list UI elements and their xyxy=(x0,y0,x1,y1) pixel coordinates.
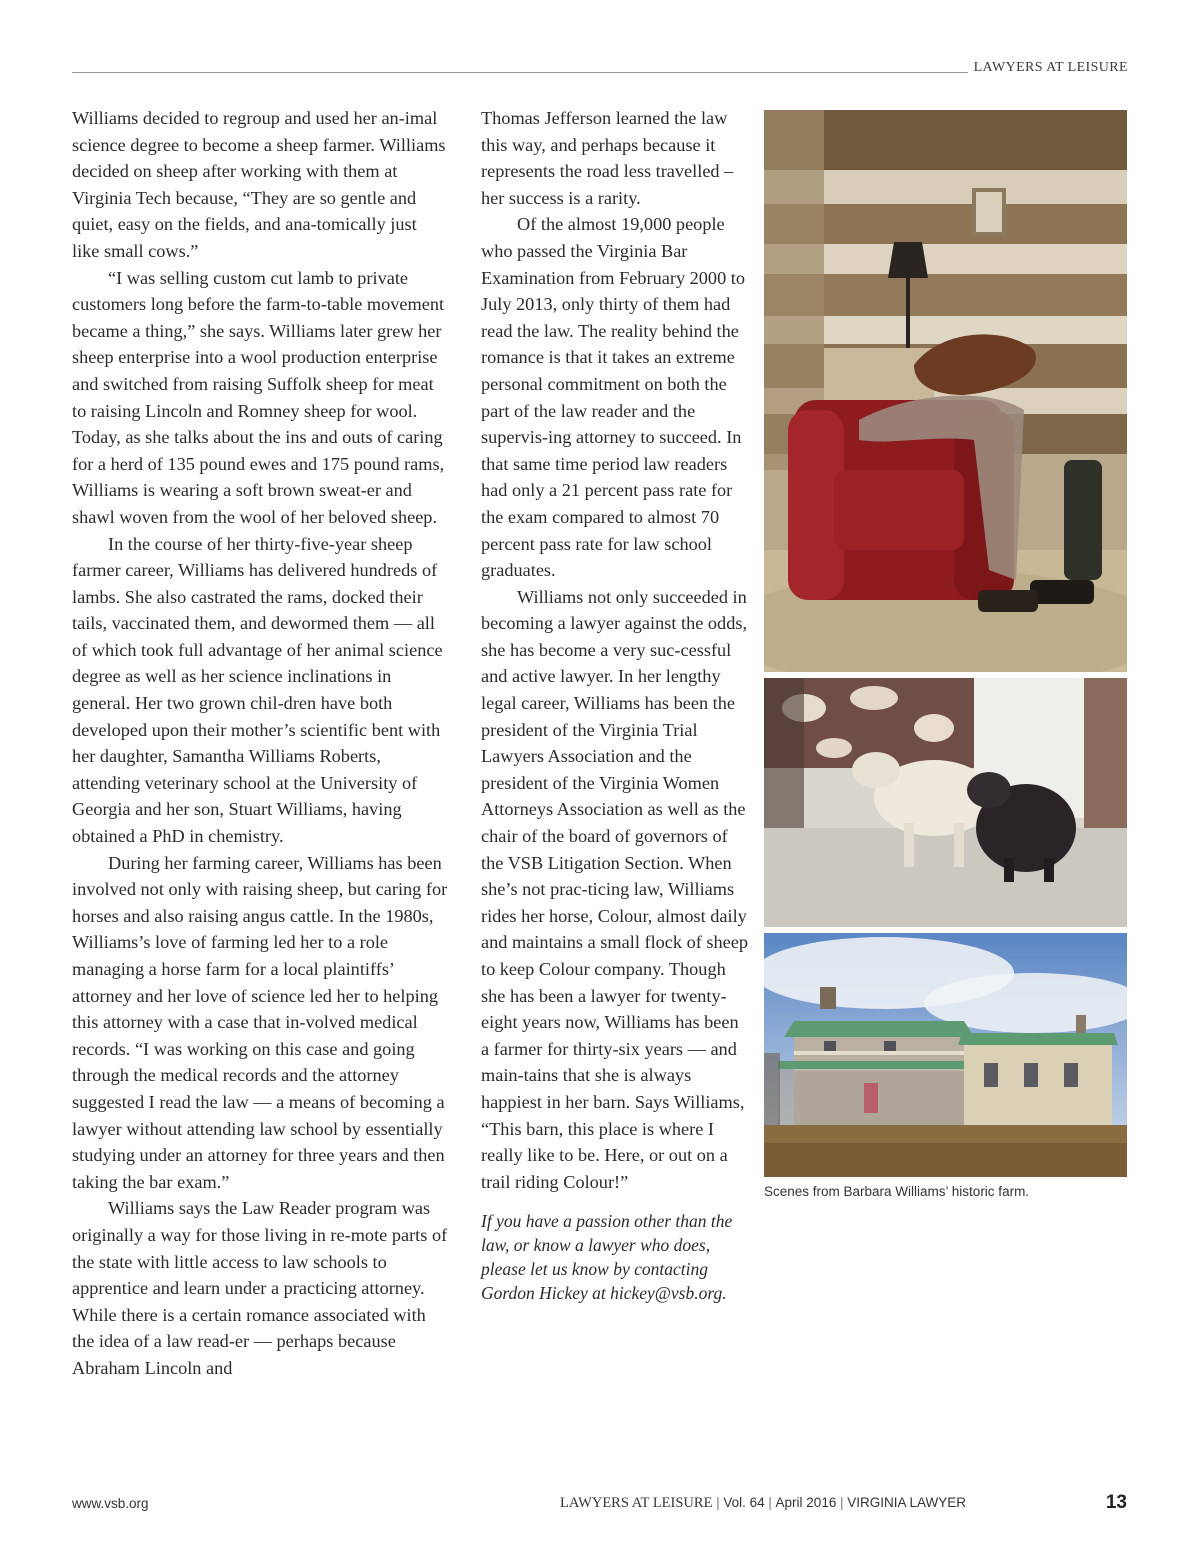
header-rule xyxy=(72,72,968,73)
paragraph: In the course of her thirty-five-year sheep farmer career, Williams has delivered hundreds of lambs. She also castrated the rams, docked their tails, vaccinated them, and dewormed them — all of which took full advantage of her animal science degree as well as her science inclinations in general. Her two grown chil-dren have both developed upon their mother’s scientific bent with her daughter, Samantha Williams Roberts, attending veterinary school at the University of Georgia and her son, Stuart Williams, having obtained a PhD in chemistry. xyxy=(72,533,443,847)
section-label: LAWYERS AT LEISURE xyxy=(973,60,1128,75)
footer-separator: | xyxy=(840,1495,844,1511)
footer-section: LAWYERS AT LEISURE xyxy=(560,1495,713,1511)
photo-farmhouse xyxy=(764,933,1127,1177)
article-column-left xyxy=(72,105,448,1382)
paragraph: Williams not only succeeded in becoming a lawyer against the odds, she has become a very suc-cessful and active lawyer. In her lengthy legal career, Williams has been the president of the Virginia Trial Lawyers Association and the president of the Virginia Women Attorneys Association as well as the chair of the board of governors of the VSB Litigation Section. When she’s not prac-ticing law, Williams rides her horse, Colour, almost daily and maintains a small flock of sheep to keep Colour company. Though she has been a lawyer for twenty-eight years now, Williams has been a farmer for thirty-six years — and main-tains that she is always happiest in her barn. Says Williams, “This barn, this place is where I really like to be. Here, or out on a trail riding Colour!” xyxy=(481,586,749,1192)
footer-url[interactable]: www.vsb.org xyxy=(72,1496,149,1511)
photo-sheep-figurines xyxy=(764,678,1127,927)
closing-note: If you have a passion other than the law, or know a lawyer who does, please let us know by contacting Gordon Hickey at hickey@vsb.org. xyxy=(481,1211,733,1304)
paragraph: Thomas Jefferson learned the law this way, and perhaps because it represents the road less travelled – her success is a rarity. xyxy=(481,108,734,208)
footer-volume: Vol. 64 xyxy=(723,1495,765,1510)
footer-separator: | xyxy=(716,1495,720,1511)
paragraph: Williams says the Law Reader program was originally a way for those living in re-mote parts of the state with little access to law schools to apprentice and learn under a practicing attorney. While there is a certain romance associated with the idea of a law read-er — perhaps because Abraham Lincoln and xyxy=(72,1198,448,1378)
paragraph: “I was selling custom cut lamb to private customers long before the farm-to-table movement became a thing,” she says. Williams later grew her sheep enterprise into a wool production enterprise and switched from raising Suffolk sheep for meat to raising Lincoln and Romney sheep for wool. Today, as she talks about the ins and outs of caring for a herd of 135 pound ewes and 175 pound rams, Williams is wearing a soft brown sweat-er and shawl woven from the wool of her beloved sheep. xyxy=(72,267,445,527)
paragraph: Of the almost 19,000 people who passed the Virginia Bar Examination from February 2000 to July 2013, only thirty of them had read the law. The reality behind the romance is that it takes an extreme personal commitment on both the part of the law reader and the supervis-ing attorney to succeed. In that same time period law readers had only a 21 percent pass rate for the exam compared to almost 70 percent pass rate for law school graduates. xyxy=(481,214,746,581)
photo-cabin-interior xyxy=(764,110,1127,672)
page-number: 13 xyxy=(1105,1492,1127,1513)
footer-publication: VIRGINIA LAWYER xyxy=(847,1495,967,1510)
paragraph: Williams decided to regroup and used her an-imal science degree to become a sheep farmer. Williams decided on sheep after working with them at Virginia Tech because, “They are so gentle and quiet, easy on the fields, and ana-tomically just like small cows.” xyxy=(72,108,446,261)
footer-date: April 2016 xyxy=(775,1495,837,1510)
photo-caption: Scenes from Barbara Williams’ historic farm. xyxy=(764,1184,1030,1199)
article-column-middle xyxy=(481,105,749,1305)
footer-publication-info xyxy=(560,1495,1016,1512)
paragraph: During her farming career, Williams has been involved not only with raising sheep, but caring for horses and also raising angus cattle. In the 1980s, Williams’s love of farming led her to a role managing a horse farm for a local plaintiffs’ attorney and her love of science led her to helping this attorney with a case that in-volved medical records. “I was working on this case and going through the medical records and the attorney suggested I read the law — a means of becoming a lawyer without attending law school by essentially studying under an attorney for three years and then taking the bar exam.” xyxy=(72,852,448,1192)
footer-separator: | xyxy=(768,1495,772,1511)
